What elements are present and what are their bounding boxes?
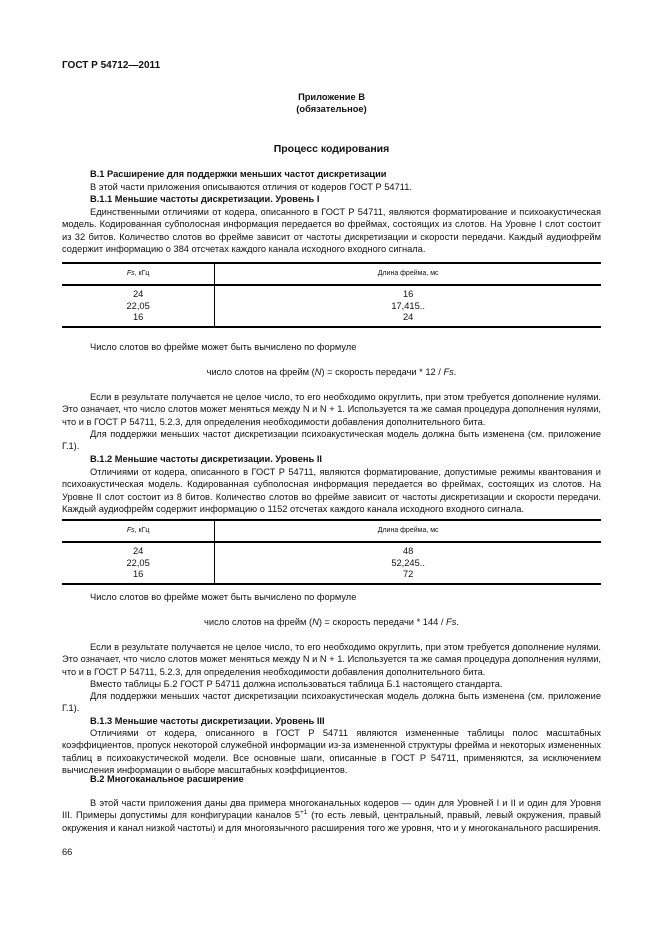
b2-heading: В.2 Многоканальное расширение — [90, 774, 244, 784]
appendix-title: Приложение В — [298, 92, 365, 102]
b11-formula: число слотов на фрейм (N) = скорость передачи * 12 / Fs. — [206, 367, 457, 377]
page-number: 66 — [62, 847, 73, 857]
table-cell-fs: 24 22,05 16 — [62, 285, 215, 327]
b12-formula: число слотов на фрейм (N) = скорость передачи * 144 / Fs. — [204, 617, 459, 627]
table-header-frame-length: Длина фрейма, мс — [215, 520, 601, 542]
table-cell-length: 48 52,245.. 72 — [215, 542, 601, 584]
b11-heading: В.1.1 Меньшие частоты дискретизации. Уровень I — [90, 194, 320, 204]
section-title: Процесс кодирования — [273, 143, 390, 155]
b13-heading: В.1.3 Меньшие частоты дискретизации. Уровень III — [90, 716, 325, 726]
b12-rounding-paragraph: Если в результате получается не целое число, то его необходимо округлить, при этом требуется дополнение нулями. Это означает, что число слотов может меняться между N и N + 1. Используется та же самая процедура дополнения нулями, что и в ГОСТ Р 54711, 5.2.3, для определения необходимости добавления дополнительного бита. — [62, 642, 601, 677]
b1-heading: В.1 Расширение для поддержки меньших частот дискретизации — [90, 169, 387, 179]
b12-heading: В.1.2 Меньшие частоты дискретизации. Уровень II — [90, 454, 323, 464]
table-header-fs: Fs, кГц — [62, 520, 215, 542]
b11-model-paragraph: Для поддержки меньших частот дискретизации психоакустическая модель должна быть изменена (см. приложение Г.1). — [62, 429, 601, 452]
b12-table-paragraph: Вместо таблицы Б.2 ГОСТ Р 54711 должна использоваться таблица Б.1 настоящего стандарта. — [90, 679, 503, 689]
document-id-header: ГОСТ Р 54712—2011 — [62, 60, 161, 71]
b2-paragraph: В этой части приложения даны два примера многоканальных кодеров — один для Уровней I и II и один для Уровня III. Примеры допустимы для конфигурации каналов $5^{+1}$ (то есть левый, центральный, правый, левый окружения, правый окружения и канал низкой частоты) и для многоязычного расширения того же уровня, что и у многоканального расширения. — [62, 798, 601, 833]
b12-model-paragraph: Для поддержки меньших частот дискретизации психоакустическая модель должна быть изменена (см. приложение Г.1). — [62, 691, 601, 714]
table-cell-length: 16 17,415.. 24 — [215, 285, 601, 327]
table-header-fs: Fs, кГц — [62, 263, 215, 285]
frame-length-table-level2 — [62, 519, 601, 585]
b1-intro: В этой части приложения описываются отличия от кодеров ГОСТ Р 54711. — [90, 182, 413, 192]
b12-formula-intro: Число слотов во фрейме может быть вычислено по формуле — [90, 592, 357, 602]
b11-rounding-paragraph: Если в результате получается не целое число, то его необходимо округлить, при этом требуется дополнение нулями. Это означает, что число слотов может меняться между N и N + 1. Используется та же самая процедура дополнения нулями, что и в ГОСТ Р 54711, 5.2.3, для определения необходимости добавления дополнительного бита. — [62, 392, 601, 427]
b13-paragraph: Отличиями от кодера, описанного в ГОСТ Р 54711 являются измененные таблицы полос масштабных коэффициентов, пропуск некоторой служебной информации из-за измененной структуры фрейма и некоторых измененных таблиц в психоакустической модели. Все основные шаги, описанные в ГОСТ Р 54711, применяются, за исключением вычисления информации о выборе масштабных коэффициентов. — [62, 728, 601, 776]
b11-formula-intro: Число слотов во фрейме может быть вычислено по формуле — [90, 342, 357, 352]
b11-paragraph: Единственными отличиями от кодера, описанного в ГОСТ Р 54711, являются форматирование и психоакустическая модель. Кодированная субполосная информация передается во фреймах, состоящих из слотов. На Уровне I слот состоит из 32 битов. Количество слотов во фрейме зависит от частоты дискретизации и скорости передачи. Каждый аудиофрейм содержит информацию о 384 отсчетах каждого канала исходного входного сигнала. — [62, 207, 601, 255]
table-cell-fs: 24 22,05 16 — [62, 542, 215, 584]
b12-paragraph: Отличиями от кодера, описанного в ГОСТ Р 54711, являются форматирование, допустимые режимы квантования и психоакустическая модель. Кодированная субполосная информация передается во фреймах, состоящих из слотов. На Уровне II слот состоит из 8 битов. Количество слотов во фрейме зависит от частоты дискретизации и скорости передачи. Каждый аудиофрейм содержит информацию о 1152 отсчетах каждого канала исходного входного сигнала. — [62, 467, 601, 515]
frame-length-table-level1 — [62, 262, 601, 328]
appendix-subtitle: (обязательное) — [296, 104, 367, 114]
table-header-frame-length: Длина фрейма, мс — [215, 263, 601, 285]
